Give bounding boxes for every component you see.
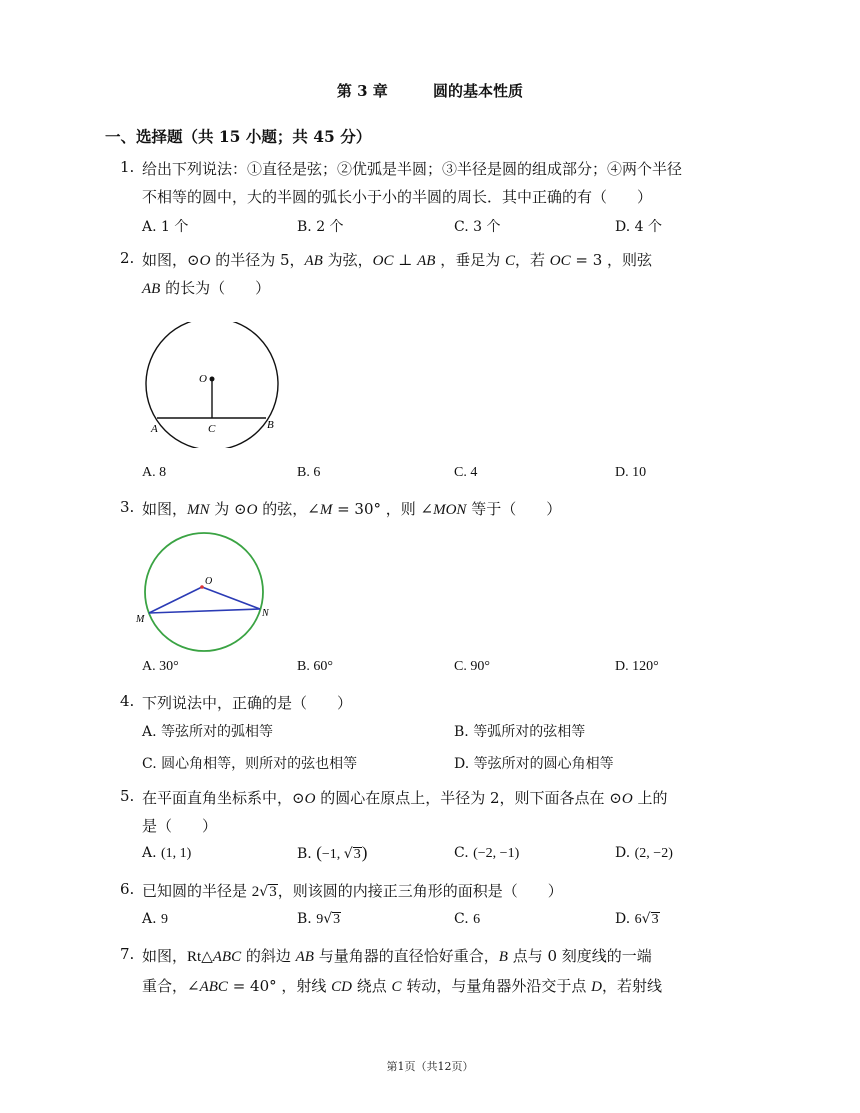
option-a: A. 等弦所对的弧相等 [142, 724, 274, 740]
segment-mo [149, 587, 202, 613]
label-b: B [267, 419, 274, 431]
option-b: B. (−1, √3) [297, 843, 368, 862]
option-a: A. (1, 1) [142, 845, 192, 861]
question-text-line2: 是（ ） [142, 817, 218, 835]
label-a: A [151, 423, 158, 435]
label-m: M [136, 614, 145, 625]
option-c: C. 6 [454, 911, 481, 927]
option-d: D. 6√3 [615, 911, 659, 927]
option-d: D. (2, −2) [615, 845, 673, 861]
circle-mn-diagram [134, 527, 276, 653]
question-text-line1: 给出下列说法：①直径是弦；②优弧是半圆；③半径是圆的组成部分；④两个半径 [142, 160, 683, 178]
option-c: C. 3 个 [454, 219, 501, 235]
label-c: C [208, 423, 216, 435]
option-d: D. 等弦所对的圆心角相等 [454, 756, 614, 772]
center-point [200, 585, 204, 589]
option-c: C. 4 [454, 465, 478, 480]
option-b: B. 9√3 [297, 911, 341, 927]
chord-mn [149, 609, 260, 613]
option-d: D. 4 个 [615, 219, 662, 235]
option-a: A. 8 [142, 465, 167, 480]
option-b: B. 60° [297, 659, 333, 674]
option-b: B. 6 [297, 465, 321, 480]
option-a: A. 9 [142, 911, 169, 927]
option-b: B. 等弧所对的弦相等 [454, 724, 586, 740]
label-o: O [205, 576, 213, 587]
question-text: 下列说法中，正确的是（ ） [142, 694, 353, 712]
question-number: 4. [120, 692, 135, 710]
question-number: 7. [120, 945, 135, 963]
center-point [210, 377, 215, 382]
question-number: 6. [120, 880, 135, 898]
label-n: N [262, 608, 269, 619]
question-number: 1. [120, 158, 135, 176]
label-o: O [199, 373, 207, 385]
option-c: C. 圆心角相等，则所对的弦也相等 [142, 756, 358, 772]
option-c: C. (−2, −1) [454, 845, 520, 861]
option-b: B. 2 个 [297, 219, 344, 235]
question-number: 3. [120, 498, 135, 516]
circle-chord-diagram [140, 322, 290, 448]
question-number: 5. [120, 787, 135, 805]
question-text-line2: AB 的长为（ ） [142, 279, 271, 297]
page-footer: 第1页（共12页） [386, 1060, 474, 1073]
question-text-line2: 不相等的圆中，大的半圆的弧长小于小的半圆的周长．其中正确的有（ ） [142, 188, 653, 206]
chapter-name: 圆的基本性质 [433, 82, 524, 100]
question-text-line1: 如图，⊙O 的半径为 5，AB 为弦，OC ⊥ AB ，垂足为 C，若 OC = 3 ，则弦 [142, 251, 653, 269]
option-d: D. 120° [615, 659, 659, 674]
question-text-line2: 重合，∠ABC = 40° ，射线 CD 绕点 C 转动，与量角器外沿交于点 D，若射线 [142, 977, 662, 995]
question-text-line1: 在平面直角坐标系中，⊙O 的圆心在原点上，半径为 2，则下面各点在 ⊙O 上的 [142, 789, 668, 807]
option-d: D. 10 [615, 465, 647, 480]
circle-o [145, 533, 263, 651]
section-heading: 一、选择题（共 15 小题；共 45 分） [105, 127, 372, 146]
page-title [0, 80, 860, 101]
question-text-line1: 如图，Rt△ABC 的斜边 AB 与量角器的直径恰好重合，B 点与 0 刻度线的一端 [142, 947, 652, 965]
segment-on [202, 587, 260, 609]
question-text-line1: 如图，MN 为 ⊙O 的弦，∠M = 30° ，则 ∠MON 等于（ ） [142, 500, 562, 518]
question-text: 已知圆的半径是 2√3，则该圆的内接正三角形的面积是（ ） [142, 882, 563, 900]
option-c: C. 90° [454, 659, 490, 674]
option-a: A. 30° [142, 659, 179, 674]
chapter-number: 第 3 章 [336, 82, 388, 100]
option-a: A. 1 个 [142, 219, 189, 235]
question-number: 2. [120, 249, 135, 267]
